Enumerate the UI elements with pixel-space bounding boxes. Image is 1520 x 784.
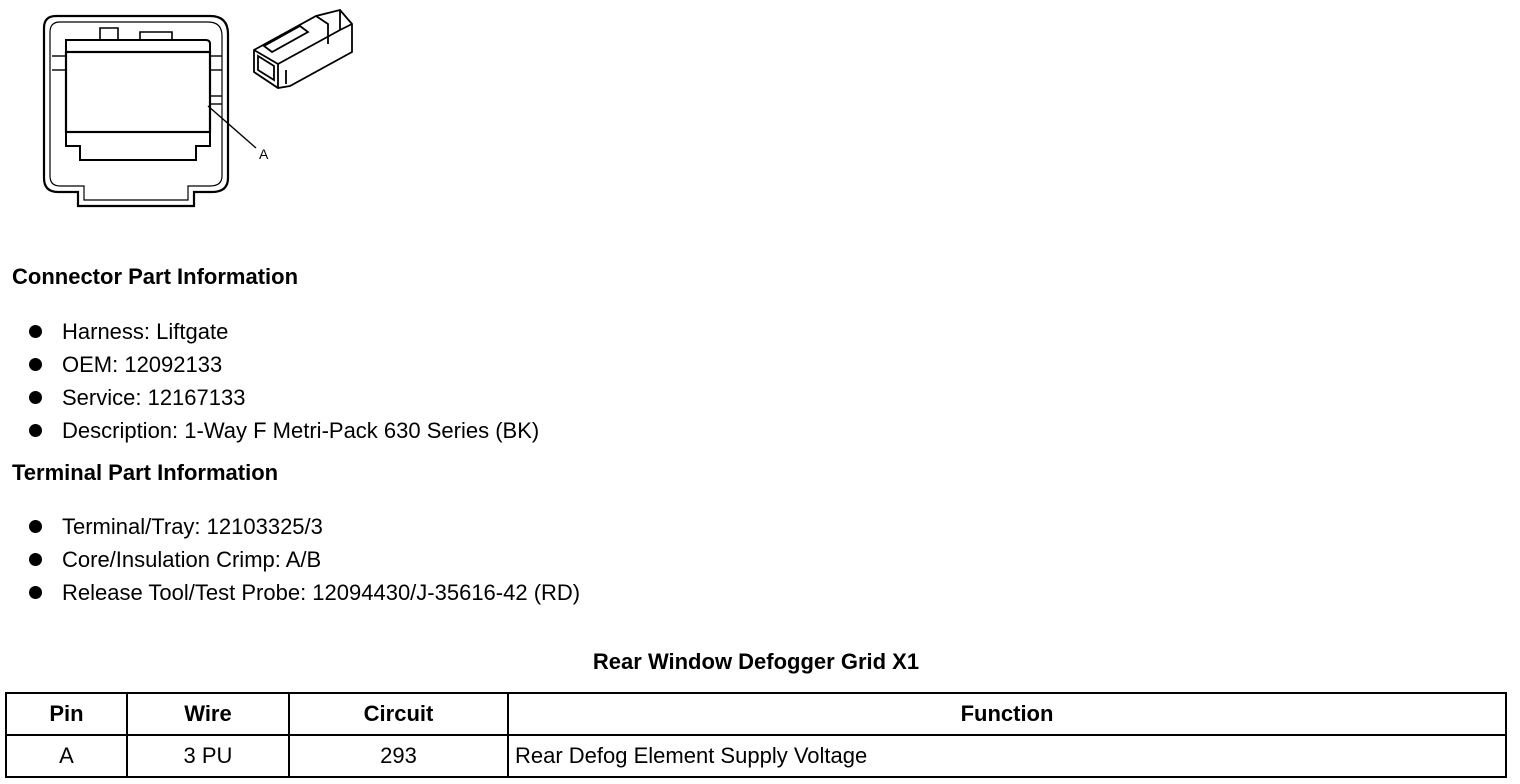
header-pin: Pin [6, 693, 127, 735]
list-item-text: OEM: 12092133 [62, 352, 223, 377]
connector-diagram [0, 0, 380, 215]
bullet-icon [29, 553, 42, 566]
list-item-text: Release Tool/Test Probe: 12094430/J-35616-42 (RD) [62, 580, 581, 605]
header-wire: Wire [127, 693, 289, 735]
terminal-info-heading: Terminal Part Information [12, 460, 279, 485]
list-item-text: Service: 12167133 [62, 385, 246, 410]
list-item-text: Description: 1-Way F Metri-Pack 630 Series (BK) [62, 418, 540, 443]
table-row [6, 735, 1506, 777]
callout-label-a: A [259, 146, 269, 162]
bullet-icon [29, 358, 42, 371]
connector-face-drawing [0, 0, 380, 215]
table-header-row [6, 693, 1506, 735]
pinout-table [5, 692, 1507, 778]
cell-circuit: 293 [289, 735, 508, 777]
bullet-icon [29, 520, 42, 533]
bullet-icon [29, 586, 42, 599]
header-function: Function [508, 693, 1506, 735]
list-item-text: Harness: Liftgate [62, 319, 229, 344]
table-title: Rear Window Defogger Grid X1 [592, 649, 920, 674]
header-circuit: Circuit [289, 693, 508, 735]
list-item [29, 576, 580, 609]
bullet-icon [29, 424, 42, 437]
list-item [29, 414, 539, 447]
connector-info-list [29, 315, 539, 447]
cell-pin: A [6, 735, 127, 777]
list-item-text: Terminal/Tray: 12103325/3 [62, 514, 323, 539]
list-item [29, 348, 539, 381]
list-item [29, 510, 580, 543]
cell-function: Rear Defog Element Supply Voltage [508, 735, 1506, 777]
connector-info-heading: Connector Part Information [12, 264, 299, 289]
terminal-info-list [29, 510, 580, 609]
list-item [29, 381, 539, 414]
connector-isometric-icon [254, 10, 352, 88]
list-item [29, 543, 580, 576]
bullet-icon [29, 325, 42, 338]
bullet-icon [29, 391, 42, 404]
list-item [29, 315, 539, 348]
cell-wire: 3 PU [127, 735, 289, 777]
list-item-text: Core/Insulation Crimp: A/B [62, 547, 322, 572]
